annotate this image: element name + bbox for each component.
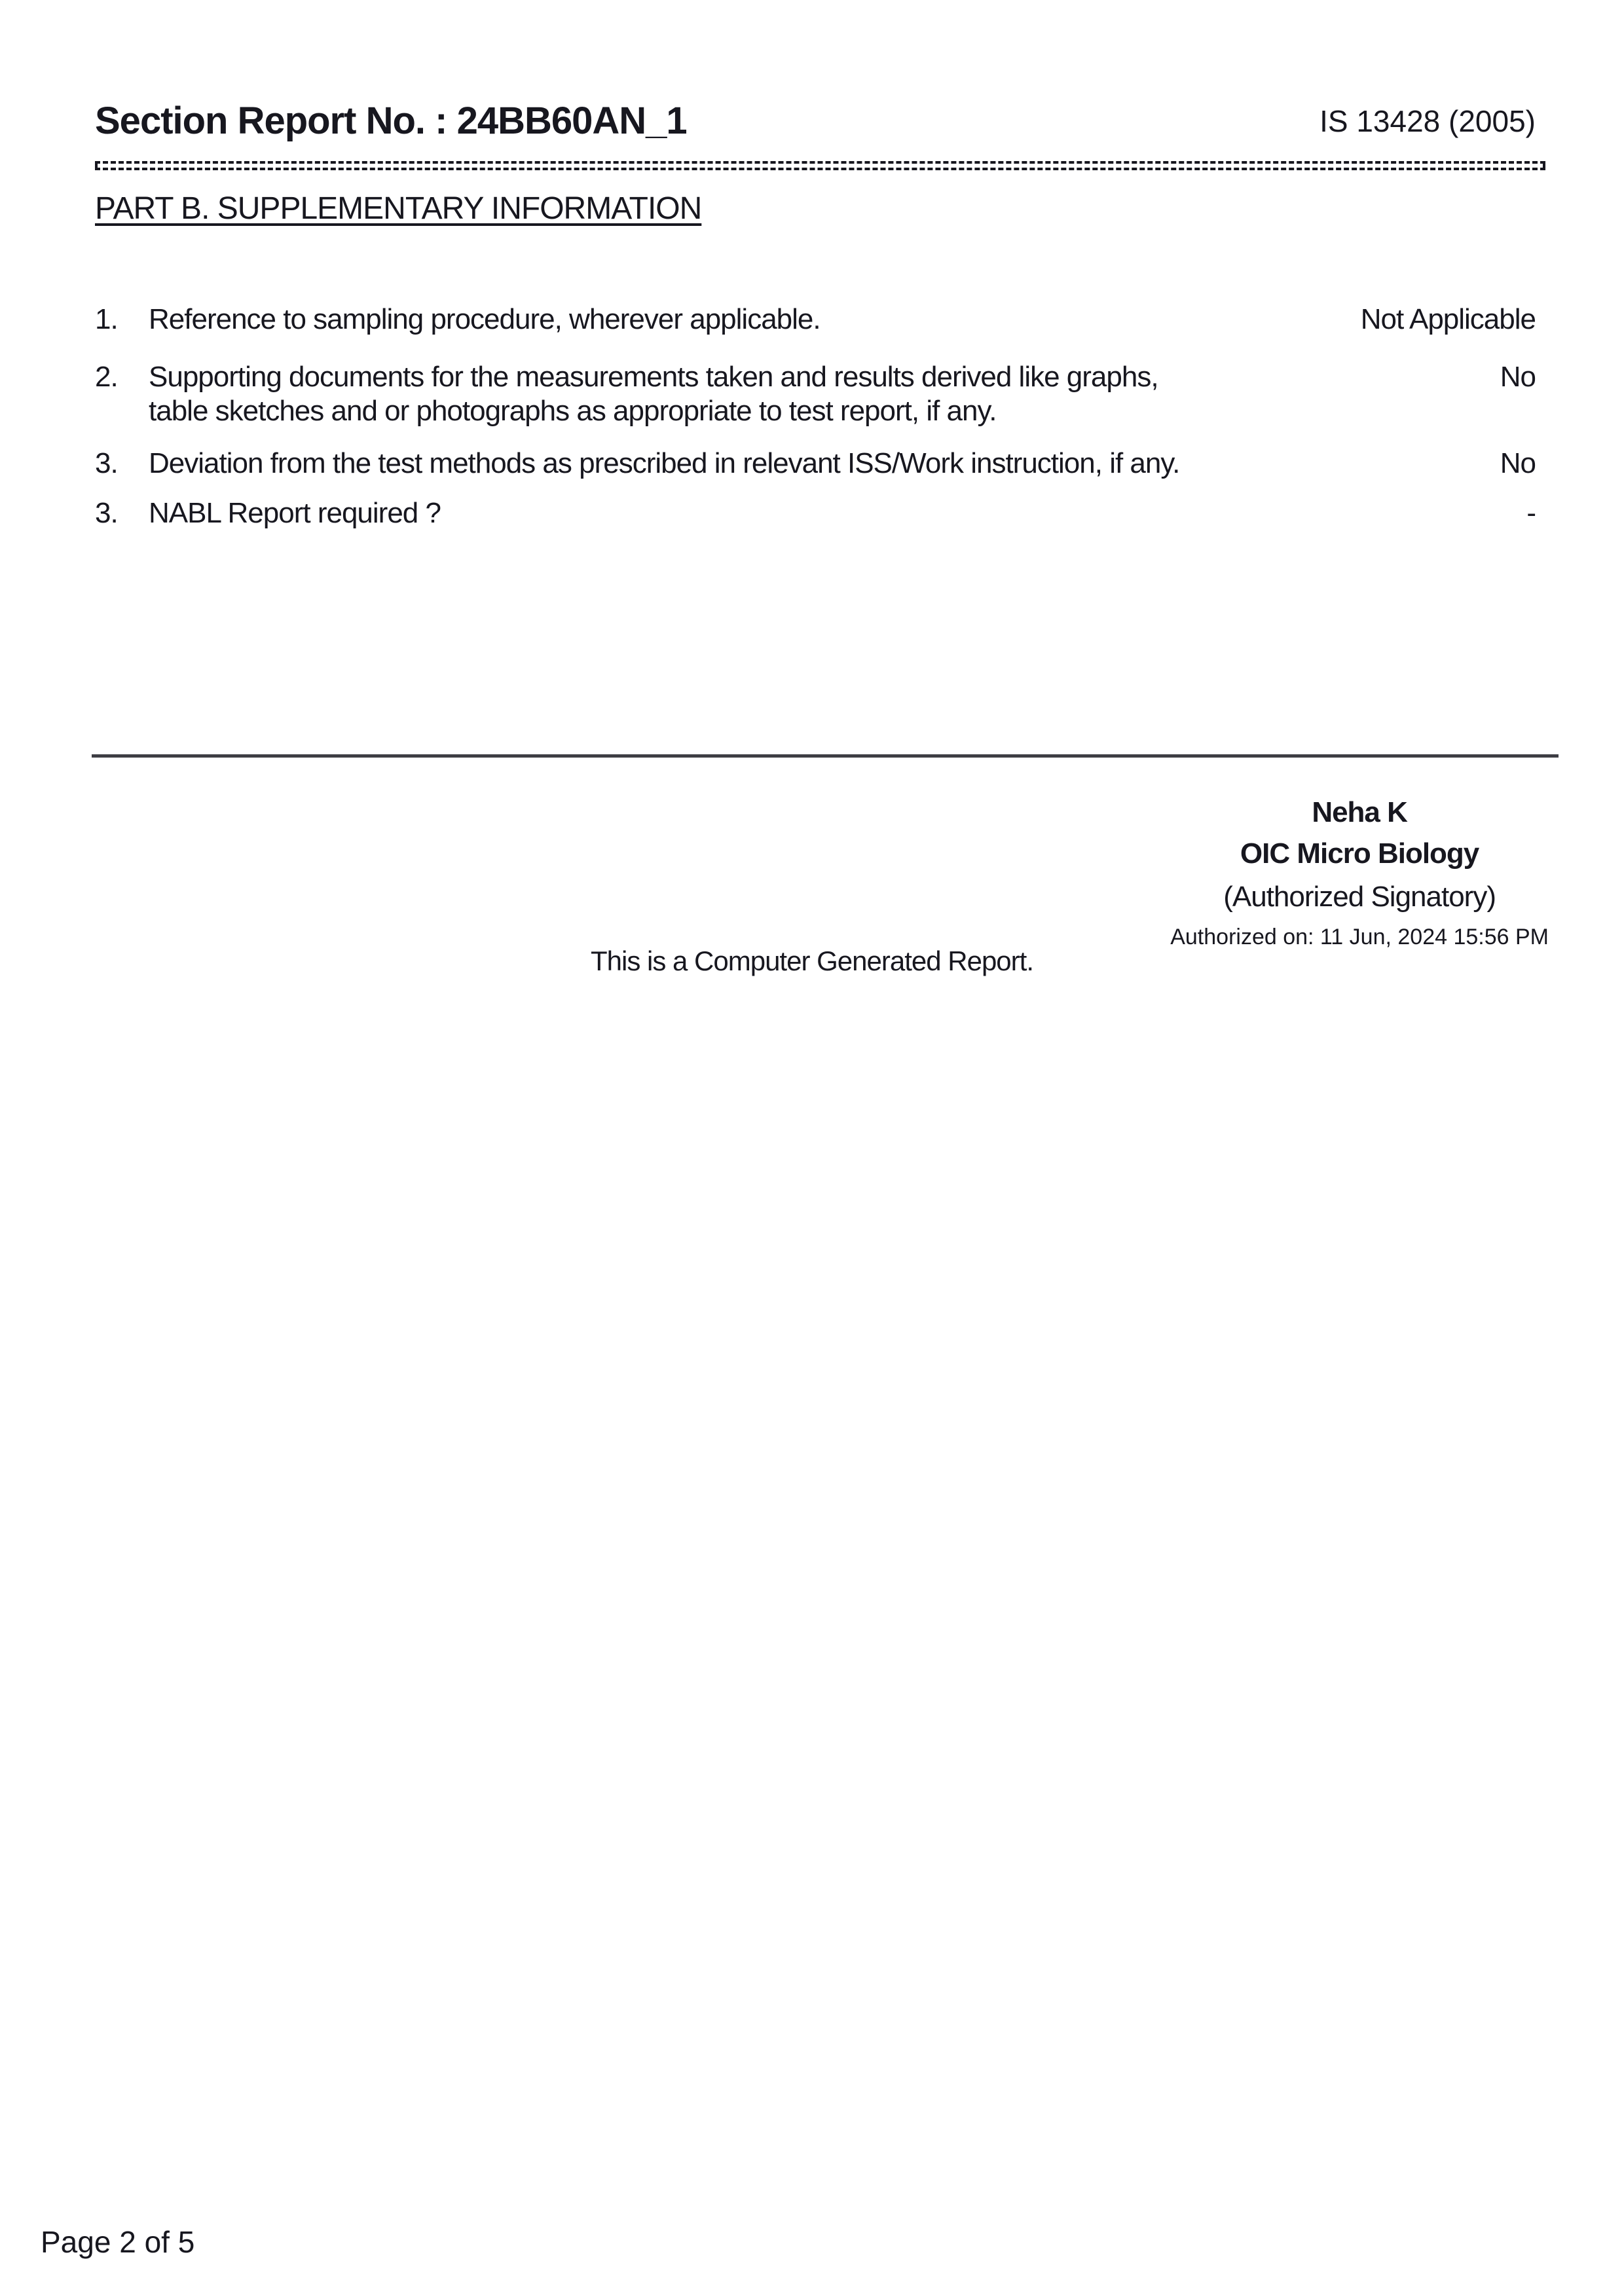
signatory-name: Neha K: [1312, 796, 1407, 828]
item-text: [149, 360, 1474, 428]
item-text-line: Deviation from the test methods as prescribed in relevant ISS/Work instruction, if any.: [149, 447, 1180, 479]
computer-generated-note: This is a Computer Generated Report.: [591, 946, 1033, 976]
item-value: No: [1500, 447, 1536, 479]
item-text: [149, 496, 1500, 530]
signatory-role: (Authorized Signatory): [1223, 881, 1496, 913]
page-number: Page 2 of 5: [41, 2225, 195, 2259]
item-text-line: table sketches and or photographs as appropriate to test report, if any.: [149, 395, 997, 427]
item-text-line: Reference to sampling procedure, wherever applicable.: [149, 303, 821, 335]
list-item: [95, 360, 1536, 428]
list-item: [95, 496, 1536, 530]
supplementary-list: [95, 303, 1536, 530]
signature-block: [1170, 792, 1549, 955]
item-number: 1.: [95, 303, 118, 335]
item-number: 3.: [95, 447, 118, 479]
section-report-title: Section Report No. : 24BB60AN_1: [95, 100, 687, 142]
dashed-divider: [95, 161, 1545, 170]
item-number: 3.: [95, 497, 118, 529]
item-value: No: [1500, 361, 1536, 393]
item-text: [149, 303, 1335, 337]
list-item: [95, 447, 1536, 481]
signatory-designation: OIC Micro Biology: [1240, 837, 1479, 870]
signature-rule: [92, 754, 1559, 758]
part-b-heading: PART B. SUPPLEMENTARY INFORMATION: [95, 191, 702, 226]
item-text-line: Supporting documents for the measurements taken and results derived like graphs,: [149, 361, 1158, 393]
item-value: Not Applicable: [1360, 303, 1536, 335]
item-number: 2.: [95, 361, 118, 393]
item-value: -: [1526, 497, 1536, 529]
standard-reference: IS 13428 (2005): [1320, 104, 1536, 138]
item-text: [149, 447, 1474, 481]
item-text-line: NABL Report required ?: [149, 497, 441, 529]
authorized-on-timestamp: Authorized on: 11 Jun, 2024 15:56 PM: [1170, 925, 1549, 949]
list-item: [95, 303, 1536, 337]
